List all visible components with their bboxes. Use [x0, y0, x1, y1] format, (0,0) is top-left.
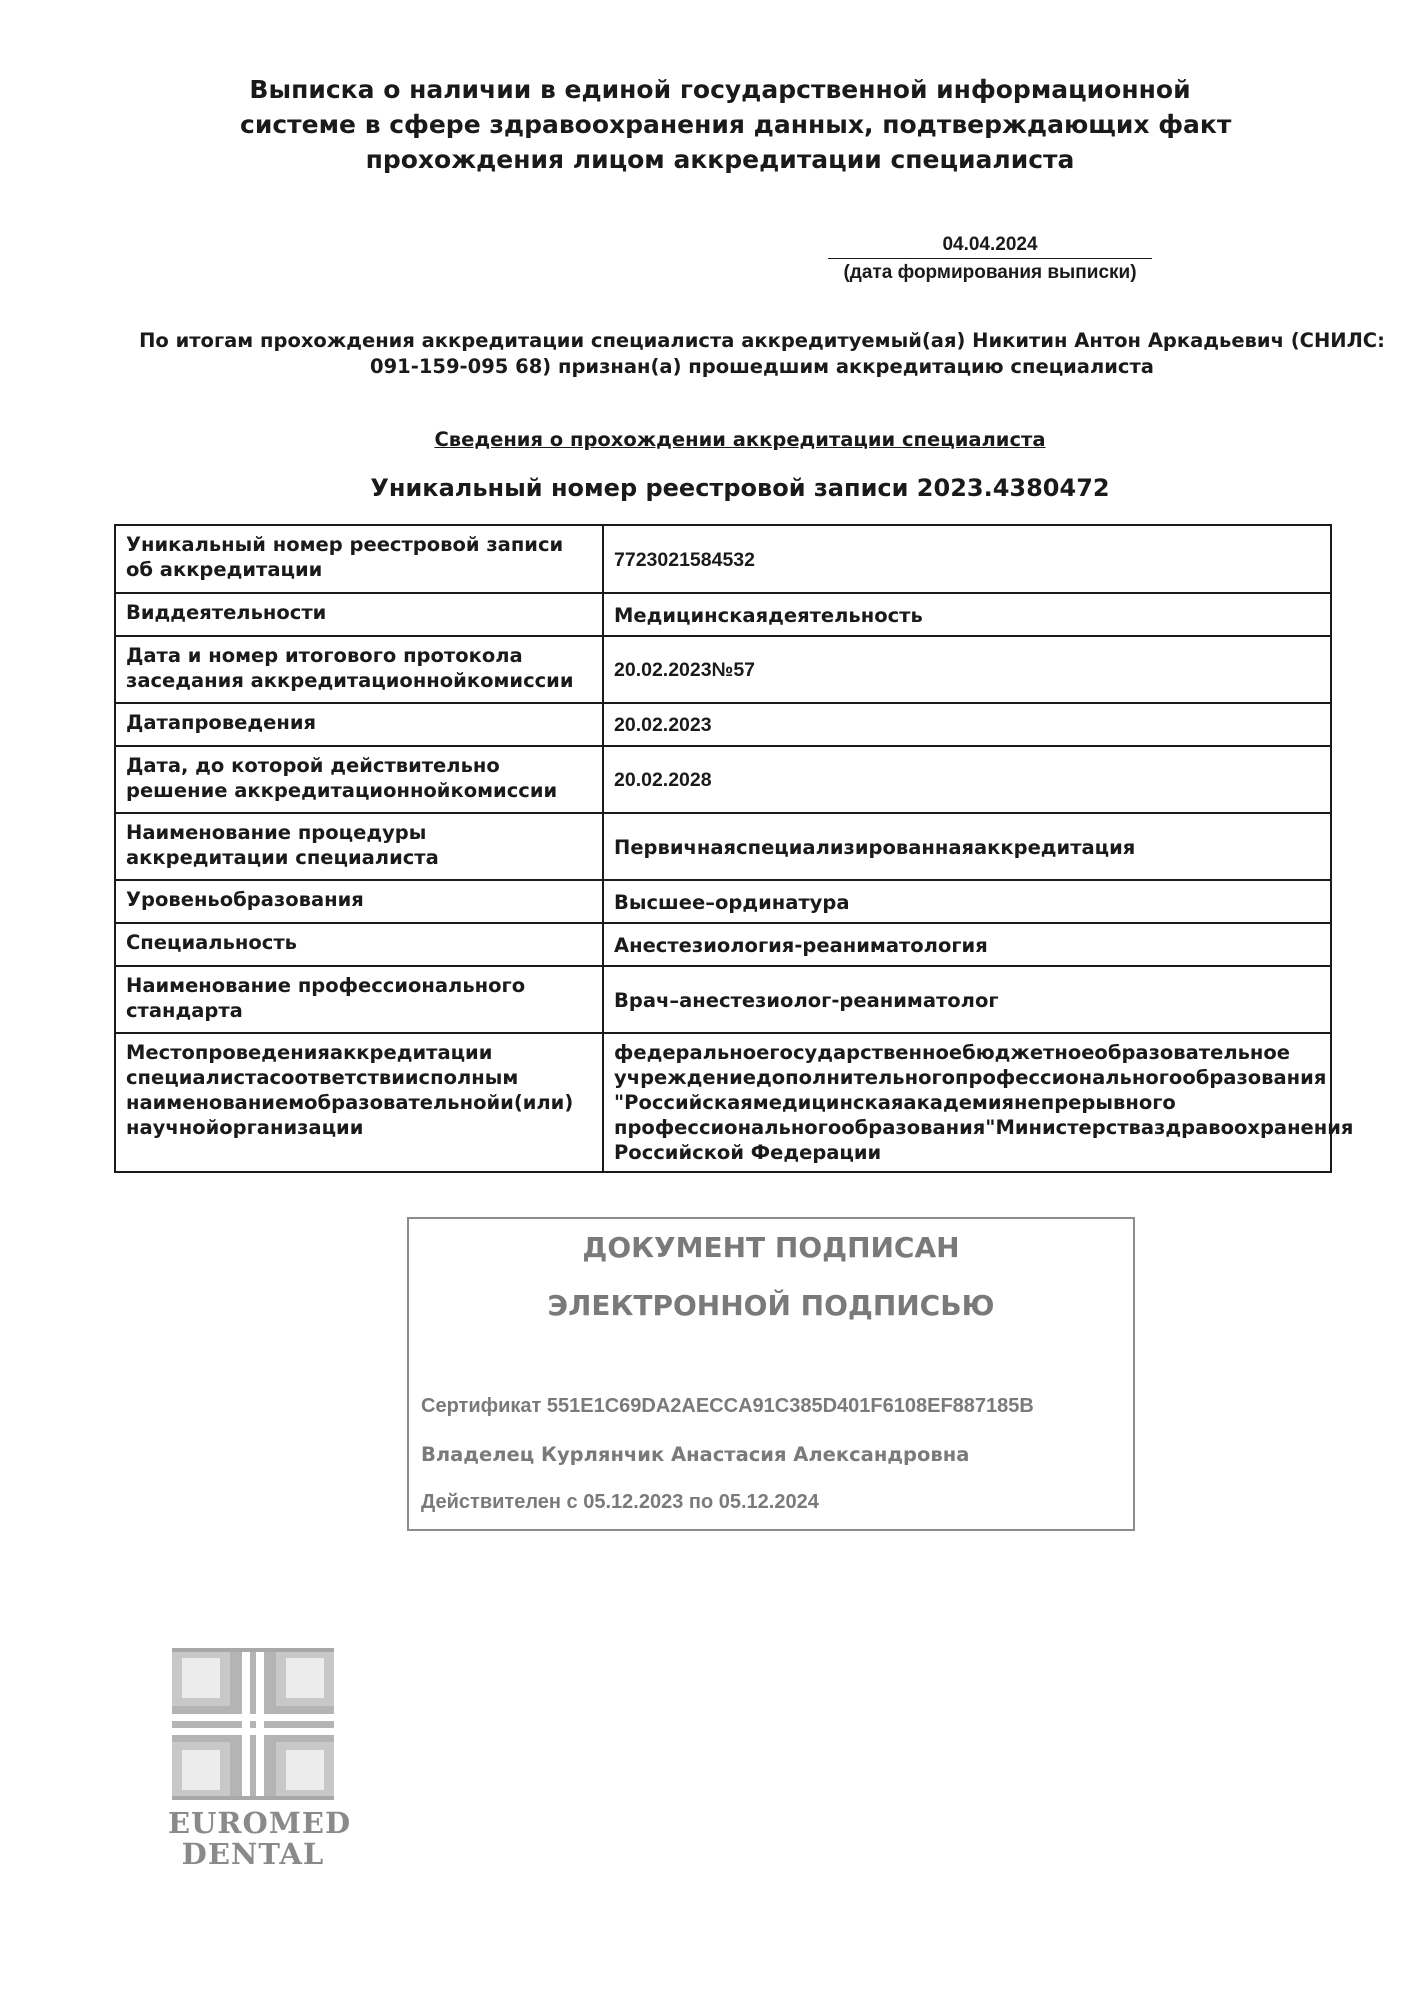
logo-text-line-2: DENTAL: [181, 1837, 325, 1871]
row-value: 20.02.2023: [603, 703, 1331, 746]
row-value: 20.02.2023№57: [603, 636, 1331, 703]
document-title: [240, 72, 1232, 177]
table-row: [115, 703, 1331, 746]
row-value: федеральноегосударственноебюджетноеобразовательное учреждениедополнительногопрофессиональногообразования "Российскаямедицинскаяакадемиянепрерывного профессиональногообразования"Министерстваздравоохранения Российской Федерации: [603, 1033, 1331, 1172]
row-label: Наименование профессионального стандарта: [115, 966, 603, 1033]
row-label: Виддеятельности: [115, 593, 603, 636]
title-line-1: Выписка о наличии в единой государственной информационной: [249, 75, 1191, 104]
result-statement: По итогам прохождения аккредитации специалиста аккредитуемый(ая) Никитин Антон Аркадьевич (СНИЛС: 091-159-095 68) признан(а) прошедшим аккредитацию специалиста: [139, 329, 1385, 378]
table-row: [115, 923, 1331, 966]
logo-text-line-1: EUROMED: [168, 1806, 352, 1840]
section-title: [0, 428, 1422, 451]
stamp-owner: Владелец Курлянчик Анастасия Александровна: [421, 1443, 970, 1466]
row-label: Уровеньобразования: [115, 880, 603, 923]
issue-date: 04.04.2024: [828, 234, 1152, 259]
table-row: [115, 880, 1331, 923]
table-row: [115, 813, 1331, 880]
row-label: Местопроведенияаккредитации специалистасоответствииспoлным наименованиемобразовательнойи(или) научнойорганизации: [115, 1033, 603, 1172]
table-row: [115, 525, 1331, 593]
section-title-text: Сведения о прохождении аккредитации специалиста: [434, 428, 1046, 451]
row-label: Датапроведения: [115, 703, 603, 746]
signature-stamp: [407, 1217, 1135, 1531]
euromed-logo: [168, 1644, 352, 1871]
row-value: 20.02.2028: [603, 746, 1331, 813]
issue-date-caption: (дата формирования выписки): [843, 262, 1137, 283]
row-value: Первичнаяспециализированнаяаккредитация: [603, 813, 1331, 880]
row-value: 7723021584532: [603, 525, 1331, 593]
table-row: [115, 746, 1331, 813]
table-row: [115, 1033, 1331, 1172]
title-line-3: прохождения лицом аккредитации специалиста: [365, 145, 1075, 174]
stamp-line-1: ДОКУМЕНТ ПОДПИСАН: [582, 1231, 960, 1264]
title-line-2: системе в сфере здравоохранения данных, подтверждающих факт: [240, 110, 1232, 139]
row-value: Врач–анестезиолог-реаниматолог: [603, 966, 1331, 1033]
accreditation-table: [114, 524, 1354, 1173]
row-label: Специальность: [115, 923, 603, 966]
row-value: Анестезиология-реаниматология: [603, 923, 1331, 966]
row-label: Дата, до которой действительно решение аккредитационнойкомиссии: [115, 746, 603, 813]
stamp-certificate: Сертификат 551E1C69DA2AECCA91C385D401F6108EF887185B: [421, 1395, 1034, 1417]
issue-date-block: [820, 234, 1160, 284]
logo-emblem-icon: [168, 1644, 338, 1804]
stamp-validity: Действителен с 05.12.2023 по 05.12.2024: [421, 1491, 819, 1513]
row-label: Наименование процедуры аккредитации специалиста: [115, 813, 603, 880]
row-label: Уникальный номер реестровой записи об аккредитации: [115, 525, 603, 593]
registry-number: Уникальный номер реестровой записи 2023.4380472: [370, 474, 1110, 502]
table-row: [115, 636, 1331, 703]
row-value: Медицинскаядеятельность: [603, 593, 1331, 636]
table-row: [115, 966, 1331, 1033]
table-row: [115, 593, 1331, 636]
stamp-line-2: ЭЛЕКТРОННОЙ ПОДПИСЬЮ: [547, 1289, 995, 1322]
row-label: Дата и номер итогового протокола заседания аккредитационнойкомиссии: [115, 636, 603, 703]
row-value: Высшее–ординатура: [603, 880, 1331, 923]
